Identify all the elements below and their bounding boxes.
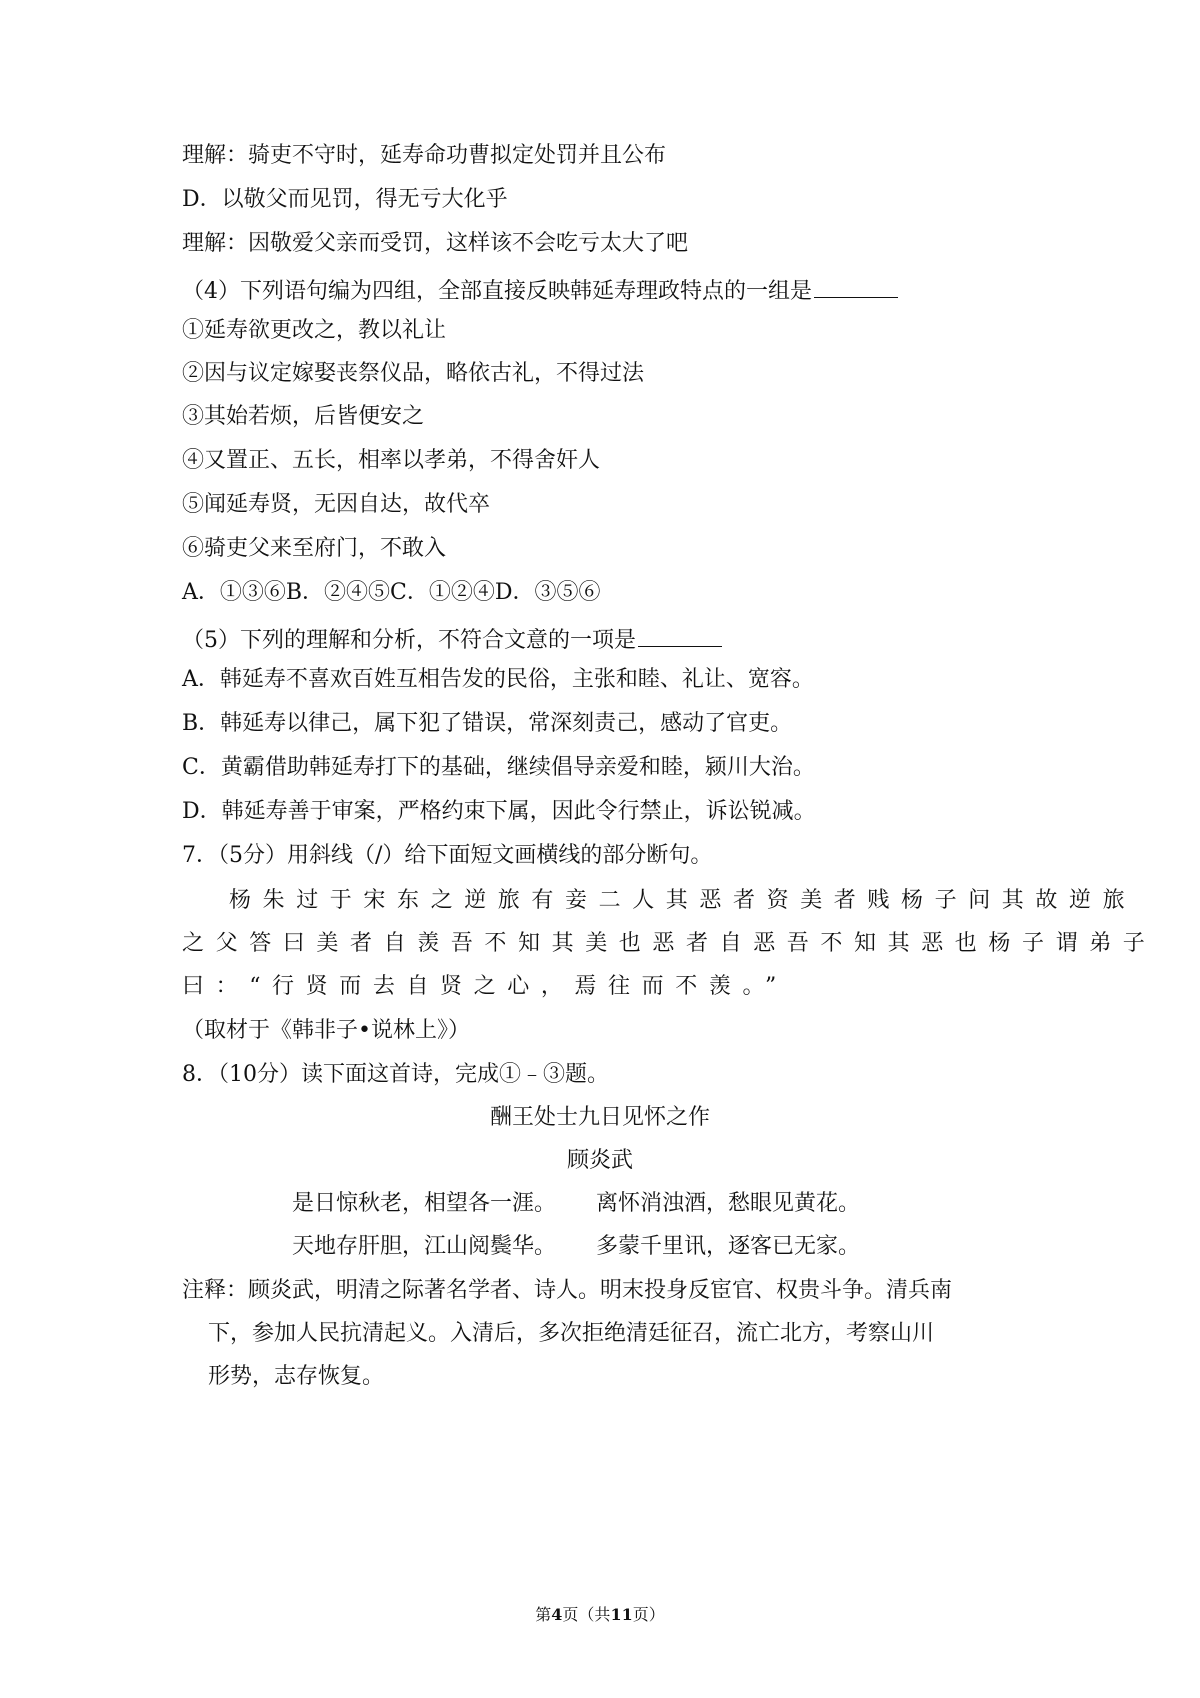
page-footer <box>0 1604 1200 1626</box>
total-pages-number: 11 <box>610 1605 633 1624</box>
poem-author: 顾炎武 <box>566 1148 633 1173</box>
q5-option-a: A．韩延寿不喜欢百姓互相告发的民俗，主张和睦、礼让、宽容。 <box>182 667 814 692</box>
q4-item-3: ③其始若烦，后皆便安之 <box>182 404 425 429</box>
poem-couplet-2 <box>292 1232 1052 1262</box>
annotation-line-2: 下，参加人民抗清起义。入清后，多次拒绝清廷征召，流亡北方，考察山川 <box>208 1321 935 1346</box>
q7-passage-line-1: 杨朱过于宋东之逆旅有妾二人其恶者资美者贱杨子问其故逆旅 <box>229 888 1137 913</box>
interpretation-d: 理解：因敬爱父亲而受罚，这样该不会吃亏太大了吧 <box>182 231 689 256</box>
poem-couplet-1 <box>292 1189 1052 1219</box>
footer-middle: 页（共 <box>562 1605 611 1624</box>
q4-item-2: ②因与议定嫁娶丧祭仪品，略依古礼，不得过法 <box>182 361 645 386</box>
footer-suffix: 页） <box>632 1605 665 1624</box>
current-page-number: 4 <box>551 1605 563 1624</box>
question-7-stem: 7．（5分）用斜线（/）给下面短文画横线的部分断句。 <box>182 843 713 868</box>
q4-item-4: ④又置正、五长，相率以孝弟，不得舍奸人 <box>182 448 601 473</box>
footer-prefix: 第 <box>535 1605 552 1624</box>
poem-line-1b: 离怀消浊酒，愁眼见黄花。 <box>596 1191 861 1216</box>
poem-title: 酬王处士九日见怀之作 <box>489 1105 710 1130</box>
annotation-line-3: 形势，志存恢复。 <box>208 1364 385 1389</box>
question-5-stem <box>182 622 1042 656</box>
q4-item-6: ⑥骑吏父来至府门，不敢入 <box>182 536 447 561</box>
question-8-stem: 8．（10分）读下面这首诗，完成①﹣③题。 <box>182 1062 609 1087</box>
question-5-text: （5）下列的理解和分析，不符合文意的一项是 <box>182 628 636 653</box>
q4-item-1: ①延寿欲更改之，教以礼让 <box>182 318 447 343</box>
annotation-line-1: 注释：顾炎武，明清之际著名学者、诗人。明末投身反宦官、权贵斗争。清兵南 <box>182 1278 953 1303</box>
q5-option-b: B．韩延寿以律己，属下犯了错误，常深刻责己，感动了官吏。 <box>182 711 793 736</box>
question-4-stem <box>182 273 1042 307</box>
poem-line-2b: 多蒙千里讯，逐客已无家。 <box>596 1234 861 1259</box>
q7-passage-line-2: 之父答曰美者自羡吾不知其美也恶者自恶吾不知其恶也杨子谓弟子 <box>182 931 1157 956</box>
q5-option-d: D．韩延寿善于审案，严格约束下属，因此令行禁止，诉讼锐减。 <box>182 799 816 824</box>
poem-line-1a: 是日惊秋老，相望各一涯。 <box>292 1191 557 1216</box>
q7-source: （取材于《韩非子•说林上》） <box>182 1018 470 1043</box>
q5-option-c: C．黄霸借助韩延寿打下的基础，继续倡导亲爱和睦，颍川大治。 <box>182 755 815 780</box>
q7-passage-line-3: 曰：“行贤而去自贤之心，焉往而不羡。” <box>182 974 788 999</box>
question-4-text: （4）下列语句编为四组，全部直接反映韩延寿理政特点的一组是 <box>182 279 812 304</box>
interpretation-c: 理解：骑吏不守时，延寿命功曹拟定处罚并且公布 <box>182 143 667 168</box>
answer-blank <box>814 273 898 298</box>
q4-choices: A．①③⑥B．②④⑤C．①②④D．③⑤⑥ <box>182 580 601 605</box>
answer-blank <box>638 622 722 647</box>
q4-item-5: ⑤闻延寿贤，无因自达，故代卒 <box>182 492 491 517</box>
poem-line-2a: 天地存肝胆，江山阅鬓华。 <box>292 1234 557 1259</box>
option-d: D．以敬父而见罚，得无亏大化乎 <box>182 187 508 212</box>
